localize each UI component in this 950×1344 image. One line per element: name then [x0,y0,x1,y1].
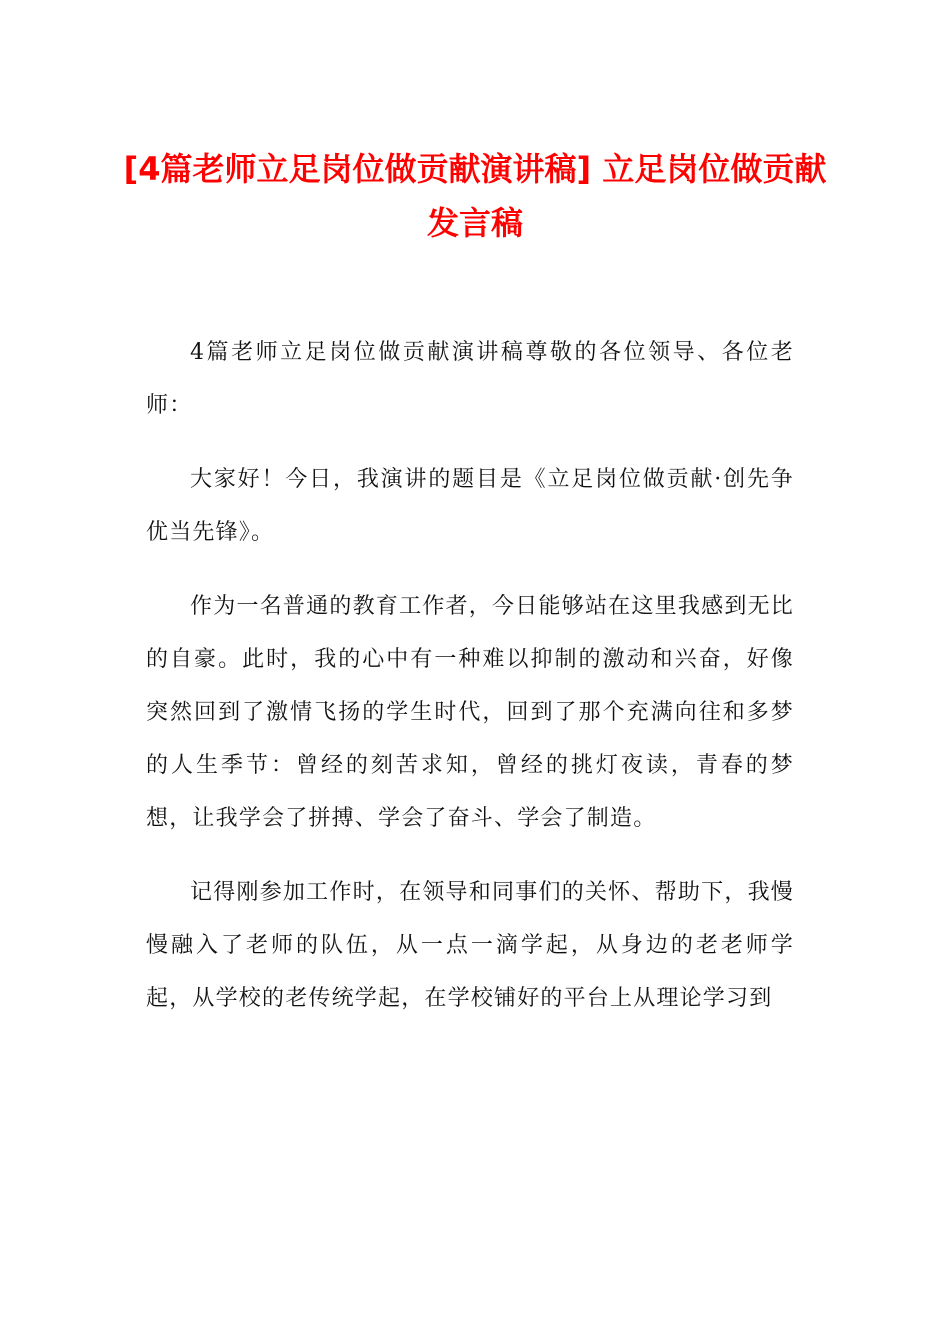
document-body [146,326,794,1046]
paragraph-memories: 记得刚参加工作时，在领导和同事们的关怀、帮助下，我慢慢融入了老师的队伍，从一点一滴学起，从身边的老老师学起，从学校的老传统学起，在学校铺好的平台上从理论学习到 [146,880,794,1011]
paragraph-greeting: 4篇老师立足岗位做贡献演讲稿尊敬的各位领导、各位老师： [146,340,794,418]
document-title: [4篇老师立足岗位做贡献演讲稿] 立足岗位做贡献发言稿 [123,150,827,242]
paragraph-topic: 大家好！今日，我演讲的题目是《立足岗位做贡献·创先争优当先锋》。 [146,467,794,545]
paragraph-introduction: 作为一名普通的教育工作者，今日能够站在这里我感到无比的自豪。此时，我的心中有一种难以抑制的激动和兴奋，好像突然回到了激情飞扬的学生时代，回到了那个充满向往和多梦的人生季节：曾经的刻苦求知，曾经的挑灯夜读，青春的梦想，让我学会了拼搏、学会了奋斗、学会了制造。 [146,594,794,831]
